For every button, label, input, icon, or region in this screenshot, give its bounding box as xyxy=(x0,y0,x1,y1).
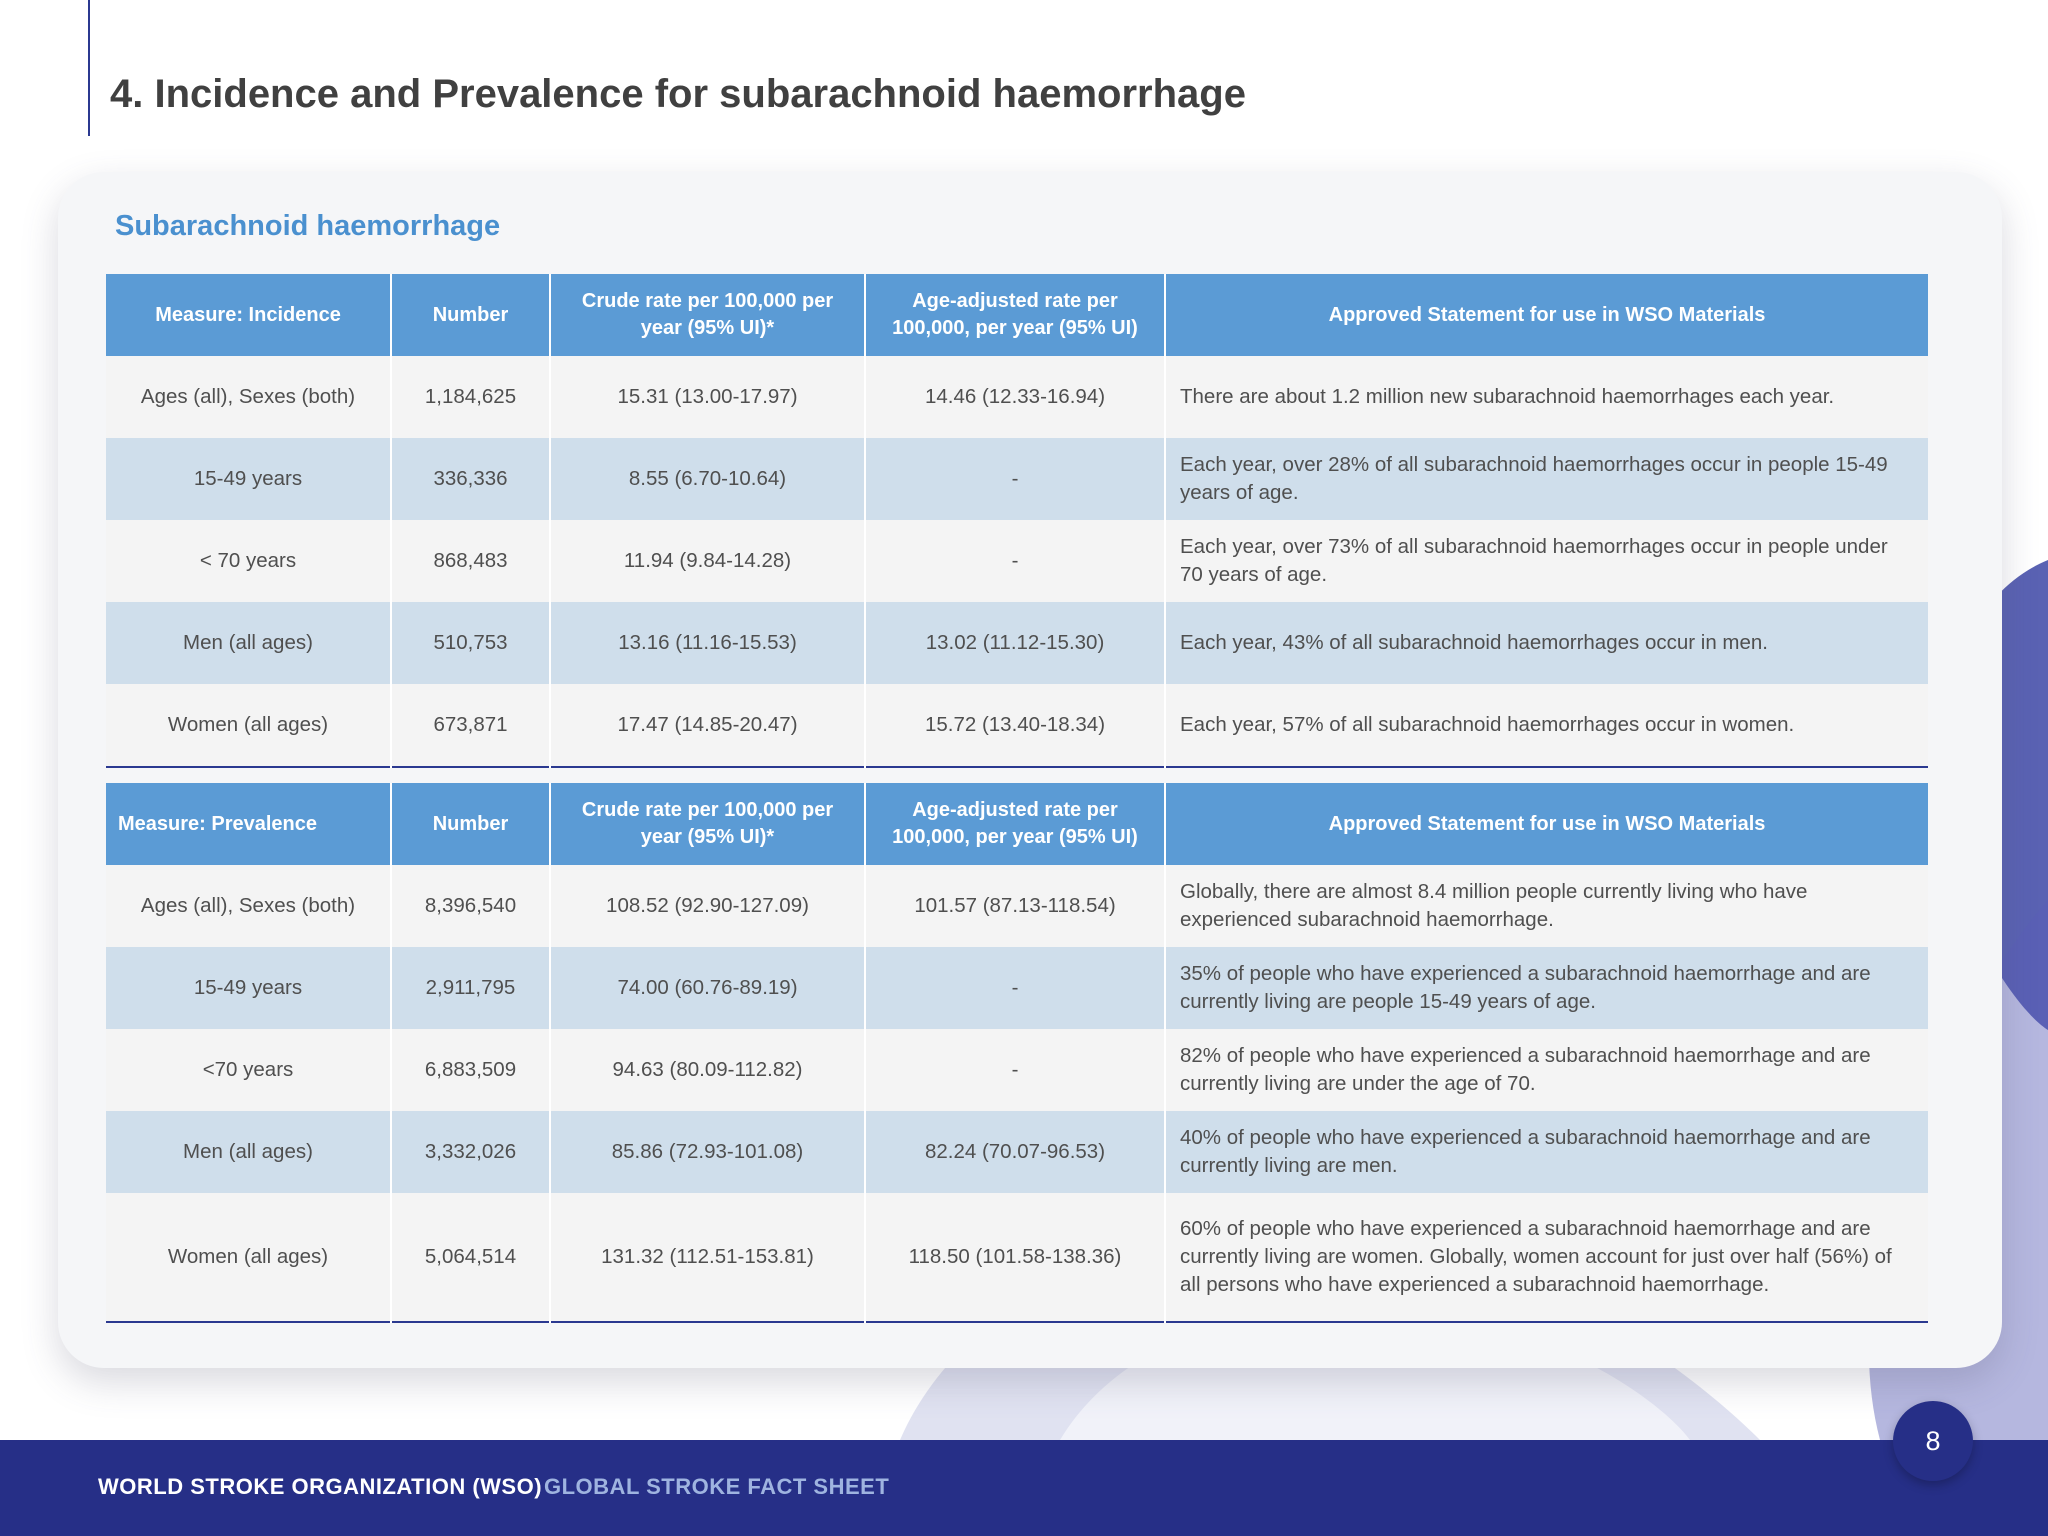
cell-statement: 40% of people who have experienced a subarachnoid haemorrhage and are currently living are men. xyxy=(1165,1111,1928,1193)
cell-age-adjusted-rate: 82.24 (70.07-96.53) xyxy=(865,1111,1165,1193)
table-row xyxy=(106,865,1928,947)
header-approved-statement: Approved Statement for use in WSO Materials xyxy=(1165,274,1928,356)
cell-age-adjusted-rate: 14.46 (12.33-16.94) xyxy=(865,356,1165,438)
header-approved-statement: Approved Statement for use in WSO Materials xyxy=(1165,783,1928,865)
cell-measure: Ages (all), Sexes (both) xyxy=(106,356,391,438)
table-header-row xyxy=(106,783,1928,865)
page-title: 4. Incidence and Prevalence for subarachnoid haemorrhage xyxy=(110,72,1246,116)
cell-crude-rate: 131.32 (112.51-153.81) xyxy=(550,1193,865,1322)
cell-crude-rate: 74.00 (60.76-89.19) xyxy=(550,947,865,1029)
cell-statement: 35% of people who have experienced a subarachnoid haemorrhage and are currently living are people 15-49 years of age. xyxy=(1165,947,1928,1029)
cell-statement: Globally, there are almost 8.4 million people currently living who have experienced subarachnoid haemorrhage. xyxy=(1165,865,1928,947)
table-header-row xyxy=(106,274,1928,356)
header-measure: Measure: Incidence xyxy=(106,274,391,356)
cell-crude-rate: 11.94 (9.84-14.28) xyxy=(550,520,865,602)
cell-number: 8,396,540 xyxy=(391,865,550,947)
cell-age-adjusted-rate: 15.72 (13.40-18.34) xyxy=(865,684,1165,767)
cell-statement: There are about 1.2 million new subarachnoid haemorrhages each year. xyxy=(1165,356,1928,438)
footer-organization-name: WORLD STROKE ORGANIZATION (WSO) xyxy=(98,1474,543,1499)
cell-number: 673,871 xyxy=(391,684,550,767)
table-row xyxy=(106,1193,1928,1322)
cell-measure: <70 years xyxy=(106,1029,391,1111)
cell-number: 2,911,795 xyxy=(391,947,550,1029)
cell-age-adjusted-rate: - xyxy=(865,1029,1165,1111)
section-title: Subarachnoid haemorrhage xyxy=(115,210,501,242)
table-row xyxy=(106,438,1928,520)
header-age-adjusted-rate: Age-adjusted rate per 100,000, per year (95% UI) xyxy=(865,783,1165,865)
header-crude-rate: Crude rate per 100,000 per year (95% UI)* xyxy=(550,783,865,865)
header-number: Number xyxy=(391,274,550,356)
footer-document-name: GLOBAL STROKE FACT SHEET xyxy=(544,1474,890,1499)
cell-number: 336,336 xyxy=(391,438,550,520)
header-measure: Measure: Prevalence xyxy=(106,783,391,865)
cell-statement: Each year, over 73% of all subarachnoid haemorrhages occur in people under 70 years of age. xyxy=(1165,520,1928,602)
cell-crude-rate: 17.47 (14.85-20.47) xyxy=(550,684,865,767)
cell-age-adjusted-rate: 118.50 (101.58-138.36) xyxy=(865,1193,1165,1322)
cell-measure: 15-49 years xyxy=(106,947,391,1029)
cell-statement: 82% of people who have experienced a subarachnoid haemorrhage and are currently living are under the age of 70. xyxy=(1165,1029,1928,1111)
header-accent-rule xyxy=(88,0,90,136)
cell-crude-rate: 85.86 (72.93-101.08) xyxy=(550,1111,865,1193)
cell-crude-rate: 13.16 (11.16-15.53) xyxy=(550,602,865,684)
table-row xyxy=(106,684,1928,767)
header-age-adjusted-rate: Age-adjusted rate per 100,000, per year (95% UI) xyxy=(865,274,1165,356)
cell-age-adjusted-rate: 13.02 (11.12-15.30) xyxy=(865,602,1165,684)
header-crude-rate: Crude rate per 100,000 per year (95% UI)* xyxy=(550,274,865,356)
table-row xyxy=(106,1029,1928,1111)
cell-crude-rate: 94.63 (80.09-112.82) xyxy=(550,1029,865,1111)
cell-number: 868,483 xyxy=(391,520,550,602)
cell-statement: Each year, 43% of all subarachnoid haemorrhages occur in men. xyxy=(1165,602,1928,684)
cell-age-adjusted-rate: - xyxy=(865,520,1165,602)
cell-measure: 15-49 years xyxy=(106,438,391,520)
incidence-table xyxy=(106,274,1928,768)
cell-crude-rate: 8.55 (6.70-10.64) xyxy=(550,438,865,520)
cell-measure: Women (all ages) xyxy=(106,684,391,767)
table-row xyxy=(106,602,1928,684)
cell-age-adjusted-rate: - xyxy=(865,947,1165,1029)
table-row xyxy=(106,356,1928,438)
cell-measure: < 70 years xyxy=(106,520,391,602)
cell-measure: Men (all ages) xyxy=(106,1111,391,1193)
cell-number: 5,064,514 xyxy=(391,1193,550,1322)
cell-statement: Each year, 57% of all subarachnoid haemorrhages occur in women. xyxy=(1165,684,1928,767)
cell-crude-rate: 108.52 (92.90-127.09) xyxy=(550,865,865,947)
table-row xyxy=(106,520,1928,602)
cell-number: 510,753 xyxy=(391,602,550,684)
cell-statement: Each year, over 28% of all subarachnoid haemorrhages occur in people 15-49 years of age. xyxy=(1165,438,1928,520)
prevalence-table xyxy=(106,783,1928,1323)
header-number: Number xyxy=(391,783,550,865)
cell-number: 6,883,509 xyxy=(391,1029,550,1111)
cell-number: 1,184,625 xyxy=(391,356,550,438)
cell-age-adjusted-rate: 101.57 (87.13-118.54) xyxy=(865,865,1165,947)
cell-measure: Men (all ages) xyxy=(106,602,391,684)
table-row xyxy=(106,947,1928,1029)
page-number-badge: 8 xyxy=(1893,1401,1973,1481)
cell-measure: Ages (all), Sexes (both) xyxy=(106,865,391,947)
cell-age-adjusted-rate: - xyxy=(865,438,1165,520)
cell-number: 3,332,026 xyxy=(391,1111,550,1193)
cell-crude-rate: 15.31 (13.00-17.97) xyxy=(550,356,865,438)
cell-measure: Women (all ages) xyxy=(106,1193,391,1322)
cell-statement: 60% of people who have experienced a subarachnoid haemorrhage and are currently living are women. Globally, women account for just over half (56%) of all persons who have experienced a subarachnoid haemorrhage. xyxy=(1165,1193,1928,1322)
table-row xyxy=(106,1111,1928,1193)
